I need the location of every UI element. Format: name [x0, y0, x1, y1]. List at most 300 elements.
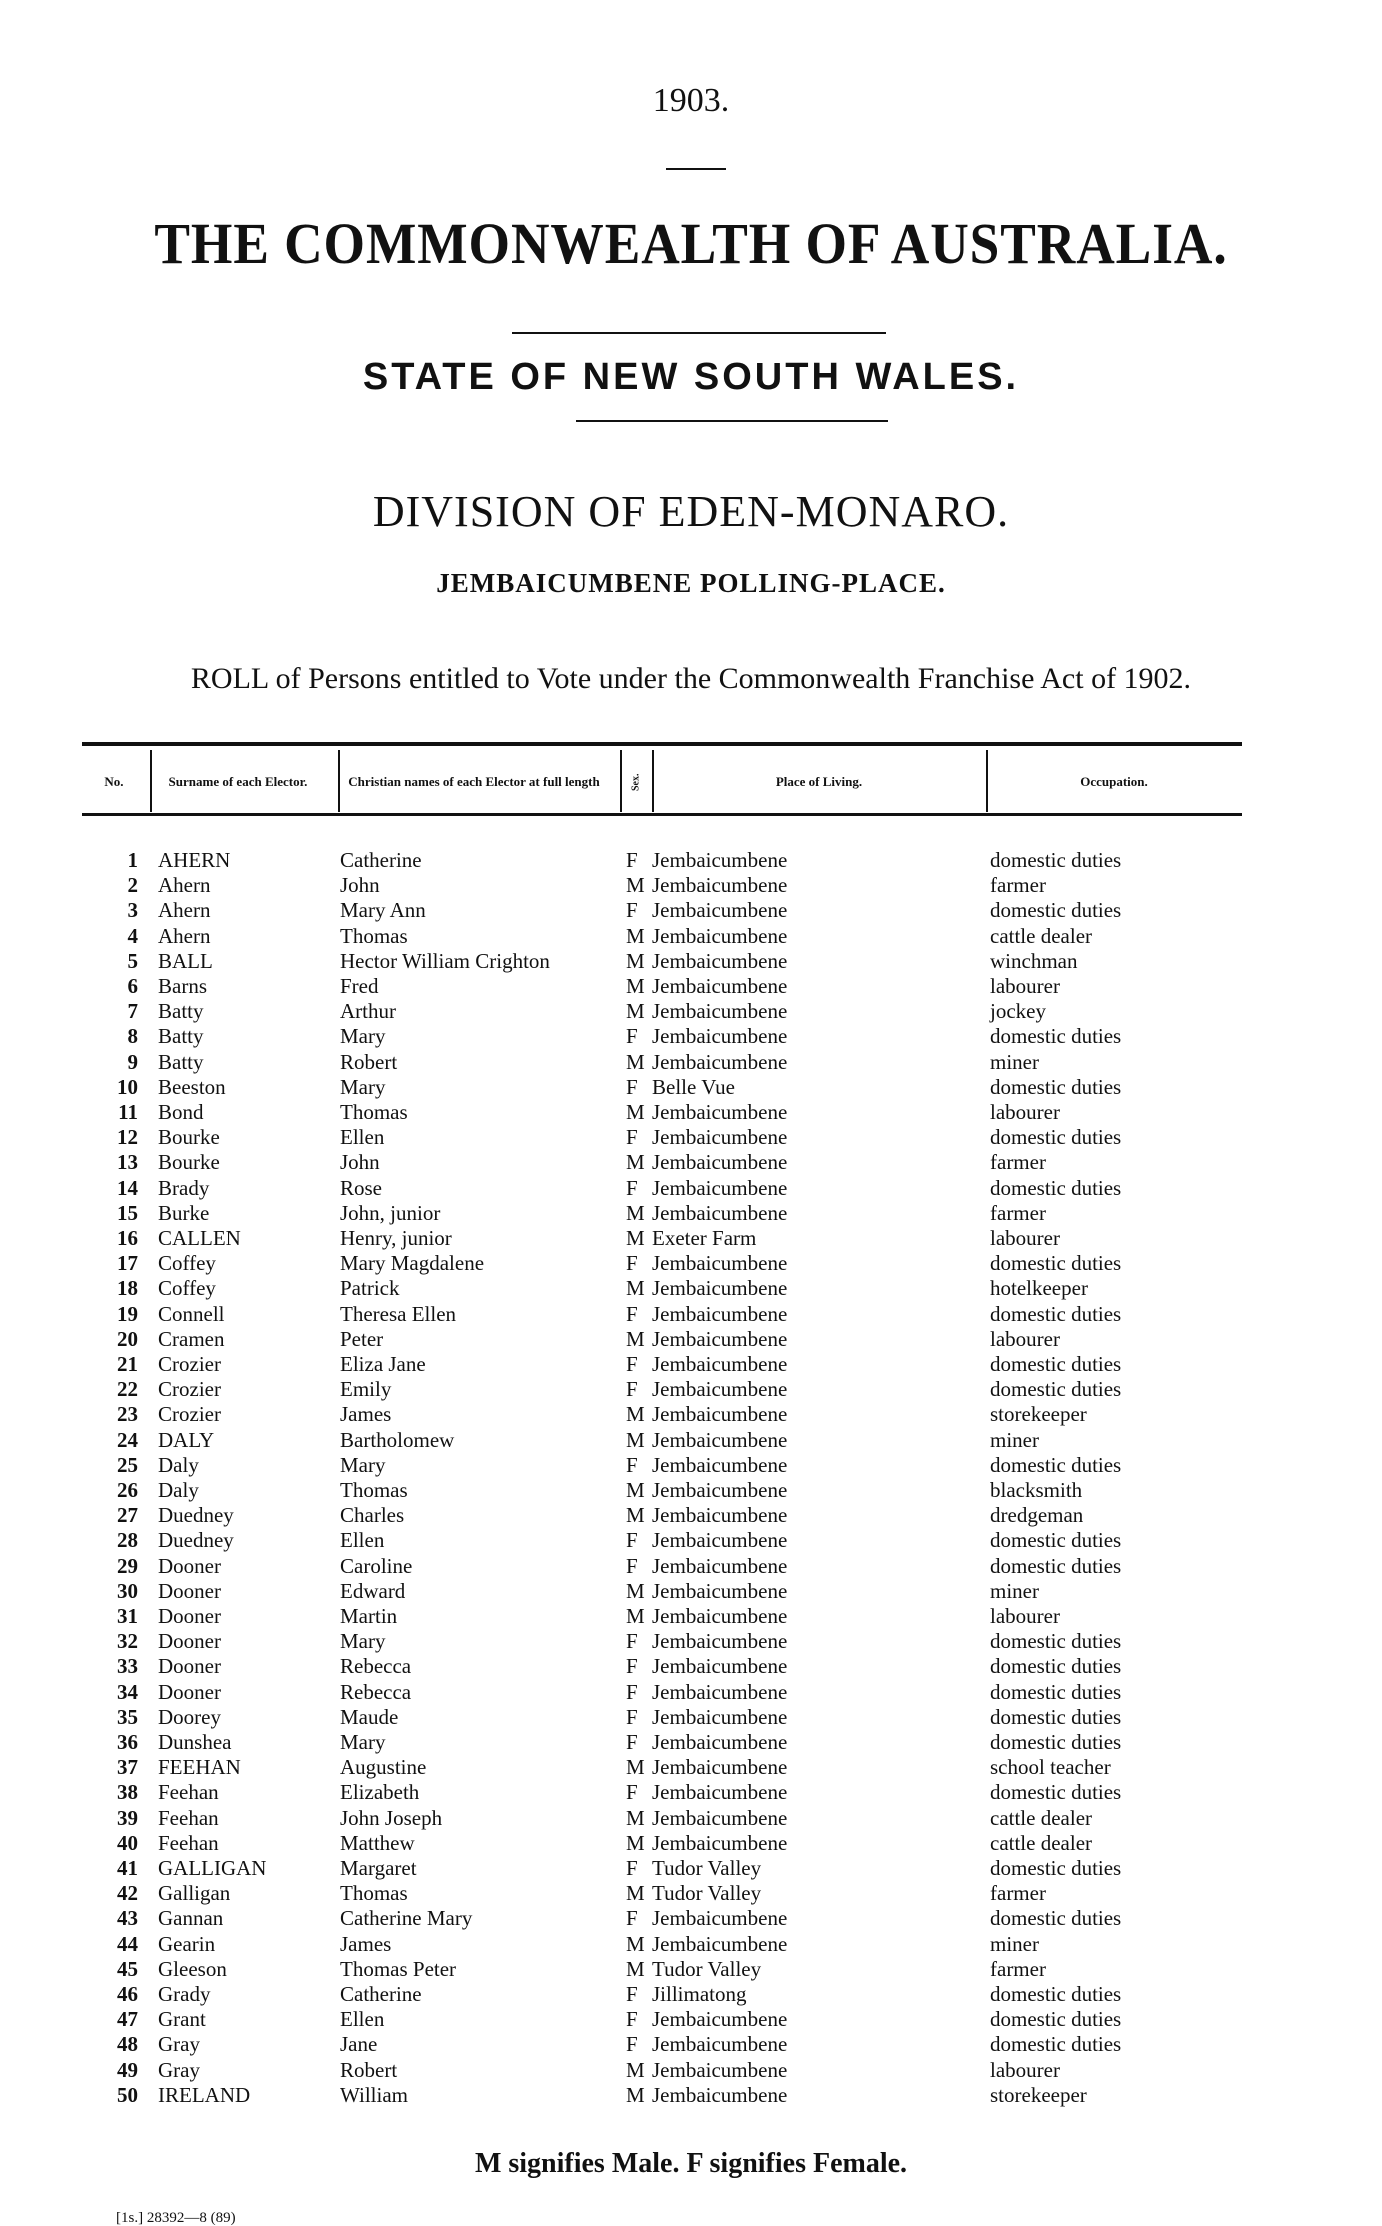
elector-surname: Grady [158, 1982, 211, 2006]
elector-place-of-living: Jembaicumbene [652, 1478, 788, 1502]
elector-christian-names: John [340, 1150, 380, 1175]
elector-surname: BALL [158, 948, 213, 973]
elector-place-of-living: Jembaicumbene [652, 1301, 788, 1326]
elector-occupation: domestic duties [990, 1024, 1122, 1049]
elector-number: 29 [117, 1553, 138, 1578]
elector-sex: F [626, 1301, 638, 1326]
table-row [0, 1428, 1382, 1453]
elector-sex: M [626, 999, 645, 1024]
elector-number: 11 [118, 1100, 138, 1124]
elector-sex: F [626, 1679, 638, 1704]
elector-number: 35 [117, 1704, 138, 1729]
elector-sex: F [626, 2007, 638, 2032]
elector-surname: Gannan [158, 1906, 224, 1931]
elector-sex: F [626, 1074, 638, 1099]
elector-number: 3 [127, 898, 138, 923]
elector-occupation: blacksmith [990, 1478, 1083, 1502]
elector-christian-names: Mary [340, 1730, 386, 1754]
elector-surname: Bourke [158, 1125, 220, 1150]
elector-occupation: cattle dealer [990, 923, 1093, 948]
elector-number: 27 [117, 1503, 138, 1528]
elector-sex: M [626, 2057, 645, 2082]
elector-place-of-living: Tudor Valley [652, 1956, 762, 1981]
elector-surname: Duedney [158, 1528, 234, 1553]
col-divider [652, 750, 654, 812]
elector-christian-names: Hector William Crighton [340, 948, 550, 973]
elector-number: 26 [117, 1478, 138, 1502]
elector-christian-names: Augustine [340, 1755, 427, 1780]
elector-christian-names: Martin [340, 1604, 398, 1628]
elector-place-of-living: Jembaicumbene [652, 1679, 788, 1704]
elector-surname: Coffey [158, 1276, 216, 1301]
elector-place-of-living: Jembaicumbene [652, 1528, 788, 1553]
table-row [0, 873, 1382, 898]
elector-number: 4 [127, 923, 138, 948]
elector-occupation: domestic duties [990, 1629, 1122, 1654]
elector-surname: Gleeson [158, 1956, 227, 1981]
elector-sex: F [626, 1528, 638, 1553]
elector-sex: M [626, 1150, 645, 1175]
elector-occupation: domestic duties [990, 1377, 1122, 1402]
elector-surname: Batty [158, 999, 204, 1024]
elector-occupation: hotelkeeper [990, 1276, 1088, 1301]
elector-christian-names: James [340, 1402, 392, 1427]
col-divider [150, 750, 152, 812]
elector-christian-names: Ellen [340, 1528, 385, 1553]
elector-occupation: labourer [990, 1604, 1060, 1628]
elector-occupation: labourer [990, 1100, 1060, 1124]
elector-sex: F [626, 2032, 638, 2057]
elector-surname: Daly [158, 1452, 199, 1477]
elector-occupation: labourer [990, 1226, 1060, 1250]
elector-place-of-living: Jembaicumbene [652, 1049, 788, 1074]
elector-christian-names: Mary [340, 1024, 386, 1049]
table-row [0, 1654, 1382, 1679]
col-header-sex: Sex. [630, 773, 642, 791]
elector-surname: DALY [158, 1427, 215, 1452]
elector-surname: Gearin [158, 1931, 216, 1956]
elector-christian-names: Rebecca [340, 1679, 412, 1704]
elector-occupation: domestic duties [990, 1125, 1122, 1150]
elector-sex: F [626, 1175, 638, 1200]
elector-occupation: dredgeman [990, 1503, 1084, 1528]
elector-christian-names: Patrick [340, 1276, 400, 1301]
elector-sex: M [626, 1427, 645, 1452]
elector-place-of-living: Jembaicumbene [652, 1024, 788, 1049]
elector-number: 39 [117, 1805, 138, 1830]
table-row [0, 1276, 1382, 1301]
table-row [0, 1755, 1382, 1780]
elector-christian-names: James [340, 1931, 392, 1956]
table-row [0, 1906, 1382, 1931]
elector-place-of-living: Jembaicumbene [652, 1100, 788, 1124]
elector-sex: M [626, 974, 645, 998]
elector-occupation: domestic duties [990, 1982, 1122, 2006]
elector-sex: F [626, 1251, 638, 1276]
elector-place-of-living: Jembaicumbene [652, 923, 788, 948]
col-header-occupation: Occupation. [1080, 773, 1148, 789]
table-row [0, 1075, 1382, 1100]
elector-surname: Doorey [158, 1704, 221, 1729]
elector-surname: Brady [158, 1175, 210, 1200]
table-row [0, 848, 1382, 873]
elector-number: 15 [117, 1200, 138, 1225]
elector-christian-names: Rebecca [340, 1654, 412, 1679]
print-reference: [1s.] 28392—8 (89) [116, 2210, 236, 2226]
table-row [0, 1680, 1382, 1705]
elector-occupation: domestic duties [990, 1074, 1122, 1099]
elector-occupation: cattle dealer [990, 1830, 1093, 1855]
elector-christian-names: Robert [340, 1049, 398, 1074]
table-row [0, 2007, 1382, 2032]
elector-christian-names: Elizabeth [340, 1780, 420, 1805]
elector-place-of-living: Jembaicumbene [652, 1931, 788, 1956]
elector-surname: Coffey [158, 1251, 216, 1276]
page-title: THE COMMONWEALTH OF AUSTRALIA. [154, 211, 1228, 276]
elector-christian-names: Jane [340, 2032, 378, 2057]
rule-under-state [576, 420, 888, 422]
elector-surname: Dooner [158, 1578, 221, 1603]
elector-sex: F [626, 1704, 638, 1729]
elector-number: 13 [117, 1150, 138, 1175]
elector-occupation: miner [990, 1427, 1039, 1452]
elector-surname: Galligan [158, 1881, 231, 1906]
elector-number: 25 [117, 1452, 138, 1477]
elector-christian-names: Edward [340, 1578, 406, 1603]
elector-number: 6 [127, 974, 138, 998]
elector-occupation: domestic duties [990, 2032, 1122, 2057]
elector-sex: M [626, 1478, 645, 1502]
elector-sex: F [626, 1629, 638, 1654]
elector-occupation: winchman [990, 948, 1078, 973]
elector-occupation: cattle dealer [990, 1805, 1093, 1830]
col-header-no: No. [104, 773, 124, 789]
table-row [0, 1478, 1382, 1503]
elector-number: 24 [117, 1427, 138, 1452]
elector-christian-names: Eliza Jane [340, 1352, 426, 1376]
elector-occupation: miner [990, 1049, 1039, 1074]
elector-place-of-living: Jembaicumbene [652, 974, 788, 998]
elector-christian-names: Bartholomew [340, 1427, 455, 1452]
elector-place-of-living: Jembaicumbene [652, 1276, 788, 1301]
elector-place-of-living: Jembaicumbene [652, 1326, 788, 1351]
elector-occupation: domestic duties [990, 1175, 1122, 1200]
elector-place-of-living: Jembaicumbene [652, 1906, 788, 1931]
elector-sex: M [626, 2082, 645, 2107]
elector-christian-names: Fred [340, 974, 379, 998]
table-row [0, 1604, 1382, 1629]
elector-place-of-living: Jembaicumbene [652, 1755, 788, 1780]
elector-occupation: miner [990, 1931, 1039, 1956]
elector-christian-names: John Joseph [340, 1805, 443, 1830]
table-row [0, 999, 1382, 1024]
table-row [0, 1579, 1382, 1604]
elector-sex: F [626, 1553, 638, 1578]
elector-place-of-living: Jembaicumbene [652, 1730, 788, 1754]
elector-number: 16 [117, 1226, 138, 1250]
elector-occupation: school teacher [990, 1755, 1111, 1780]
elector-sex: M [626, 873, 645, 898]
elector-number: 12 [117, 1125, 138, 1150]
elector-surname: IRELAND [158, 2082, 251, 2107]
elector-sex: F [626, 1452, 638, 1477]
elector-sex: F [626, 1377, 638, 1402]
elector-surname: FEEHAN [158, 1755, 241, 1780]
elector-christian-names: Robert [340, 2057, 398, 2082]
elector-christian-names: Maude [340, 1704, 399, 1729]
table-row [0, 1831, 1382, 1856]
table-row [0, 1402, 1382, 1427]
elector-sex: M [626, 1503, 645, 1528]
elector-surname: Crozier [158, 1377, 221, 1402]
table-row [0, 1503, 1382, 1528]
elector-place-of-living: Jembaicumbene [652, 1578, 788, 1603]
elector-number: 31 [117, 1604, 138, 1628]
elector-surname: Feehan [158, 1780, 219, 1805]
elector-number: 28 [117, 1528, 138, 1553]
elector-number: 10 [117, 1074, 138, 1099]
polling-place-heading: JEMBAICUMBENE POLLING-PLACE. [436, 568, 946, 598]
elector-occupation: farmer [990, 873, 1046, 898]
sex-legend: M signifies Male. F signifies Female. [474, 2148, 908, 2179]
elector-sex: F [626, 848, 638, 872]
elector-christian-names: John [340, 873, 380, 898]
elector-place-of-living: Jembaicumbene [652, 898, 788, 923]
elector-number: 45 [117, 1956, 138, 1981]
elector-place-of-living: Jembaicumbene [652, 1175, 788, 1200]
elector-occupation: miner [990, 1578, 1039, 1603]
elector-surname: CALLEN [158, 1226, 241, 1250]
elector-surname: Dunshea [158, 1730, 232, 1754]
elector-christian-names: Thomas Peter [340, 1956, 457, 1981]
elector-occupation: domestic duties [990, 848, 1122, 872]
elector-surname: Dooner [158, 1604, 221, 1628]
elector-christian-names: Peter [340, 1326, 384, 1351]
elector-place-of-living: Jembaicumbene [652, 1704, 788, 1729]
elector-surname: Ahern [158, 923, 211, 948]
elector-occupation: jockey [990, 999, 1046, 1024]
elector-christian-names: William [340, 2082, 408, 2107]
elector-sex: F [626, 1780, 638, 1805]
table-row [0, 974, 1382, 999]
elector-number: 23 [117, 1402, 138, 1427]
elector-place-of-living: Jembaicumbene [652, 1427, 788, 1452]
elector-number: 8 [127, 1024, 138, 1049]
elector-sex: M [626, 948, 645, 973]
table-row [0, 1100, 1382, 1125]
elector-sex: F [626, 1856, 638, 1880]
elector-number: 18 [117, 1276, 138, 1301]
elector-christian-names: Mary [340, 1452, 386, 1477]
elector-surname: Bourke [158, 1150, 220, 1175]
elector-surname: Ahern [158, 873, 211, 898]
table-row [0, 1932, 1382, 1957]
elector-occupation: storekeeper [990, 1402, 1087, 1427]
elector-number: 1 [127, 848, 138, 872]
elector-surname: Dooner [158, 1553, 221, 1578]
elector-number: 33 [117, 1654, 138, 1679]
elector-place-of-living: Jembaicumbene [652, 1553, 788, 1578]
table-row [0, 949, 1382, 974]
elector-christian-names: Matthew [340, 1830, 415, 1855]
elector-place-of-living: Jembaicumbene [652, 1125, 788, 1150]
elector-place-of-living: Jembaicumbene [652, 1402, 788, 1427]
elector-christian-names: Catherine [340, 848, 422, 872]
elector-place-of-living: Tudor Valley [652, 1881, 762, 1906]
table-row [0, 1957, 1382, 1982]
elector-occupation: domestic duties [990, 1856, 1122, 1880]
elector-surname: Ahern [158, 898, 211, 923]
division-heading: DIVISION OF EDEN-MONARO. [372, 487, 1010, 536]
table-row [0, 1352, 1382, 1377]
year: 1903. [652, 82, 730, 119]
elector-number: 34 [117, 1679, 138, 1704]
table-row [0, 1856, 1382, 1881]
elector-sex: M [626, 1326, 645, 1351]
table-row [0, 1377, 1382, 1402]
table-row [0, 2032, 1382, 2057]
elector-number: 5 [127, 948, 138, 973]
col-header-christian: Christian names of each Elector at full length [348, 773, 600, 789]
elector-christian-names: John, junior [340, 1200, 441, 1225]
elector-surname: Crozier [158, 1402, 221, 1427]
elector-sex: F [626, 898, 638, 923]
elector-number: 41 [117, 1856, 138, 1880]
elector-sex: F [626, 1982, 638, 2006]
table-row [0, 1629, 1382, 1654]
elector-sex: F [626, 1024, 638, 1049]
col-divider [986, 750, 988, 812]
elector-sex: F [626, 1352, 638, 1376]
elector-christian-names: Theresa Ellen [340, 1301, 457, 1326]
elector-place-of-living: Jembaicumbene [652, 1452, 788, 1477]
elector-occupation: domestic duties [990, 1251, 1122, 1276]
elector-surname: Feehan [158, 1805, 219, 1830]
elector-occupation: farmer [990, 1956, 1046, 1981]
elector-surname: GALLIGAN [158, 1856, 267, 1880]
elector-number: 32 [117, 1629, 138, 1654]
elector-occupation: domestic duties [990, 1452, 1122, 1477]
table-row [0, 1528, 1382, 1553]
elector-christian-names: Thomas [340, 1881, 408, 1906]
elector-christian-names: Mary Magdalene [340, 1251, 485, 1276]
elector-occupation: domestic duties [990, 1730, 1122, 1754]
elector-surname: Beeston [158, 1074, 226, 1099]
elector-christian-names: Catherine Mary [340, 1906, 473, 1931]
elector-place-of-living: Jembaicumbene [652, 1805, 788, 1830]
elector-sex: M [626, 1049, 645, 1074]
state-heading: STATE OF NEW SOUTH WALES. [362, 356, 1020, 398]
elector-surname: Gray [158, 2057, 200, 2082]
elector-christian-names: Arthur [340, 999, 396, 1024]
elector-surname: Bond [158, 1100, 204, 1124]
elector-place-of-living: Jembaicumbene [652, 1352, 788, 1376]
table-row [0, 1705, 1382, 1730]
table-row [0, 1226, 1382, 1251]
elector-place-of-living: Jembaicumbene [652, 1654, 788, 1679]
elector-surname: Grant [158, 2007, 206, 2032]
elector-number: 20 [117, 1326, 138, 1351]
elector-place-of-living: Jembaicumbene [652, 1629, 788, 1654]
elector-surname: Dooner [158, 1679, 221, 1704]
rule-short [666, 168, 726, 170]
elector-place-of-living: Jembaicumbene [652, 1200, 788, 1225]
elector-surname: Gray [158, 2032, 200, 2057]
elector-place-of-living: Belle Vue [652, 1074, 735, 1099]
elector-christian-names: Ellen [340, 2007, 385, 2032]
elector-number: 50 [117, 2082, 138, 2107]
elector-place-of-living: Jembaicumbene [652, 999, 788, 1024]
elector-occupation: farmer [990, 1150, 1046, 1175]
elector-place-of-living: Tudor Valley [652, 1856, 762, 1880]
elector-surname: Connell [158, 1301, 225, 1326]
elector-sex: M [626, 1402, 645, 1427]
elector-place-of-living: Jillimatong [652, 1982, 747, 2006]
elector-sex: M [626, 1200, 645, 1225]
elector-occupation: labourer [990, 1326, 1060, 1351]
elector-sex: F [626, 1654, 638, 1679]
elector-sex: F [626, 1730, 638, 1754]
elector-sex: M [626, 1931, 645, 1956]
elector-number: 36 [117, 1730, 138, 1754]
elector-place-of-living: Exeter Farm [652, 1226, 757, 1250]
elector-surname: Dooner [158, 1654, 221, 1679]
table-row [0, 1327, 1382, 1352]
elector-occupation: labourer [990, 2057, 1060, 2082]
table-row [0, 1024, 1382, 1049]
elector-place-of-living: Jembaicumbene [652, 1150, 788, 1175]
elector-christian-names: Charles [340, 1503, 405, 1528]
elector-sex: M [626, 1578, 645, 1603]
elector-occupation: domestic duties [990, 1301, 1122, 1326]
elector-occupation: domestic duties [990, 1679, 1122, 1704]
elector-christian-names: Ellen [340, 1125, 385, 1150]
elector-occupation: domestic duties [990, 1906, 1122, 1931]
elector-place-of-living: Jembaicumbene [652, 2082, 788, 2107]
elector-sex: M [626, 1830, 645, 1855]
elector-surname: Barns [158, 974, 207, 998]
elector-number: 43 [117, 1906, 138, 1931]
elector-sex: F [626, 1906, 638, 1931]
elector-place-of-living: Jembaicumbene [652, 1377, 788, 1402]
elector-place-of-living: Jembaicumbene [652, 1780, 788, 1805]
elector-sex: M [626, 923, 645, 948]
elector-number: 49 [117, 2057, 138, 2082]
elector-christian-names: Mary Ann [340, 898, 426, 923]
table-row [0, 2083, 1382, 2108]
elector-place-of-living: Jembaicumbene [652, 2032, 788, 2057]
table-row [0, 1982, 1382, 2007]
elector-place-of-living: Jembaicumbene [652, 948, 788, 973]
elector-number: 44 [117, 1931, 138, 1956]
elector-occupation: domestic duties [990, 2007, 1122, 2032]
elector-christian-names: Thomas [340, 1478, 408, 1502]
table-row [0, 924, 1382, 949]
elector-christian-names: Caroline [340, 1553, 413, 1578]
elector-occupation: labourer [990, 974, 1060, 998]
elector-number: 14 [117, 1175, 138, 1200]
elector-occupation: domestic duties [990, 1704, 1122, 1729]
elector-sex: M [626, 1956, 645, 1981]
elector-sex: M [626, 1604, 645, 1628]
elector-occupation: storekeeper [990, 2082, 1087, 2107]
elector-christian-names: Thomas [340, 923, 408, 948]
elector-sex: M [626, 1226, 645, 1250]
elector-sex: M [626, 1276, 645, 1301]
table-row [0, 898, 1382, 923]
elector-number: 22 [117, 1377, 138, 1402]
elector-surname: Daly [158, 1478, 199, 1502]
